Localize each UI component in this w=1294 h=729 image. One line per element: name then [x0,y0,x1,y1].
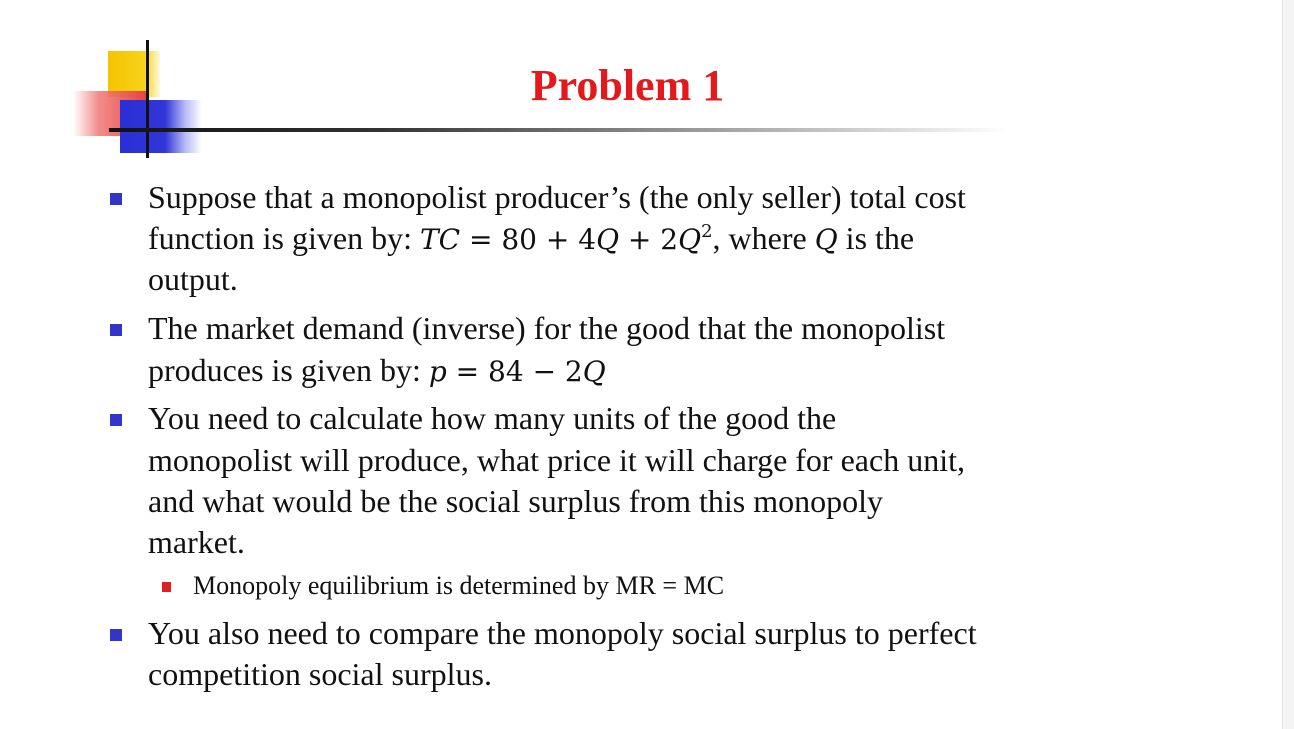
tc-equation [420,223,713,256]
bullet-4-line-1: You also need to compare the monopoly social surplus to perfect [148,615,977,651]
logo-blue-square [120,100,202,153]
bullet-2-line-1: The market demand (inverse) for the good that the monopolist [148,310,946,346]
bullet-3-line-3: and what would be the social surplus from this monopoly [148,483,884,519]
demand-rhs: = 84 − 2 [446,355,583,388]
sub-bullet-marker [162,582,171,592]
bullet-3-line-1: You need to calculate how many units of the good the [148,400,837,436]
bullet-4-line-2: competition social surplus. [148,656,492,692]
title-underline [109,128,1009,132]
demand-equation [429,355,606,388]
bullet-1-text-a: function is given by: [148,220,420,256]
bullet-marker [110,324,122,336]
bullet-1-line-1: Suppose that a monopolist producer’s (the only seller) total cost [148,179,966,215]
bullet-1-line-3: output. [148,261,238,297]
tc-equals: = [460,223,502,256]
bullet-1-line-2 [148,218,914,260]
bullet-1-text-c: is the [837,220,915,256]
bullet-marker [110,629,122,641]
bullet-2-text-a: produces is given by: [148,352,429,388]
tc-term-2: + 2 [619,223,679,256]
demand-q: Q [582,355,606,388]
slide-title: Problem 1 [530,61,725,110]
tc-q-1: Q [596,223,620,256]
sub-bullet-text: Monopoly equilibrium is determined by MR = MC [193,571,725,600]
tc-exponent: 2 [701,221,713,242]
bullet-marker [110,414,122,426]
bullet-3-line-4: market. [148,524,245,560]
tc-term-1: 80 + 4 [501,223,597,256]
window-edge [1282,0,1294,729]
tc-q-2: Q [678,223,702,256]
tc-symbol: TC [419,223,461,256]
bullet-3-line-2: monopolist will produce, what price it will charge for each unit, [148,442,965,478]
bullet-marker [110,193,122,205]
bullet-1-text-b: , where [712,220,815,256]
bullet-2-line-2 [148,350,606,392]
q-symbol: Q [814,223,838,256]
p-symbol: p [428,355,447,388]
logo-vertical-line [146,40,149,158]
